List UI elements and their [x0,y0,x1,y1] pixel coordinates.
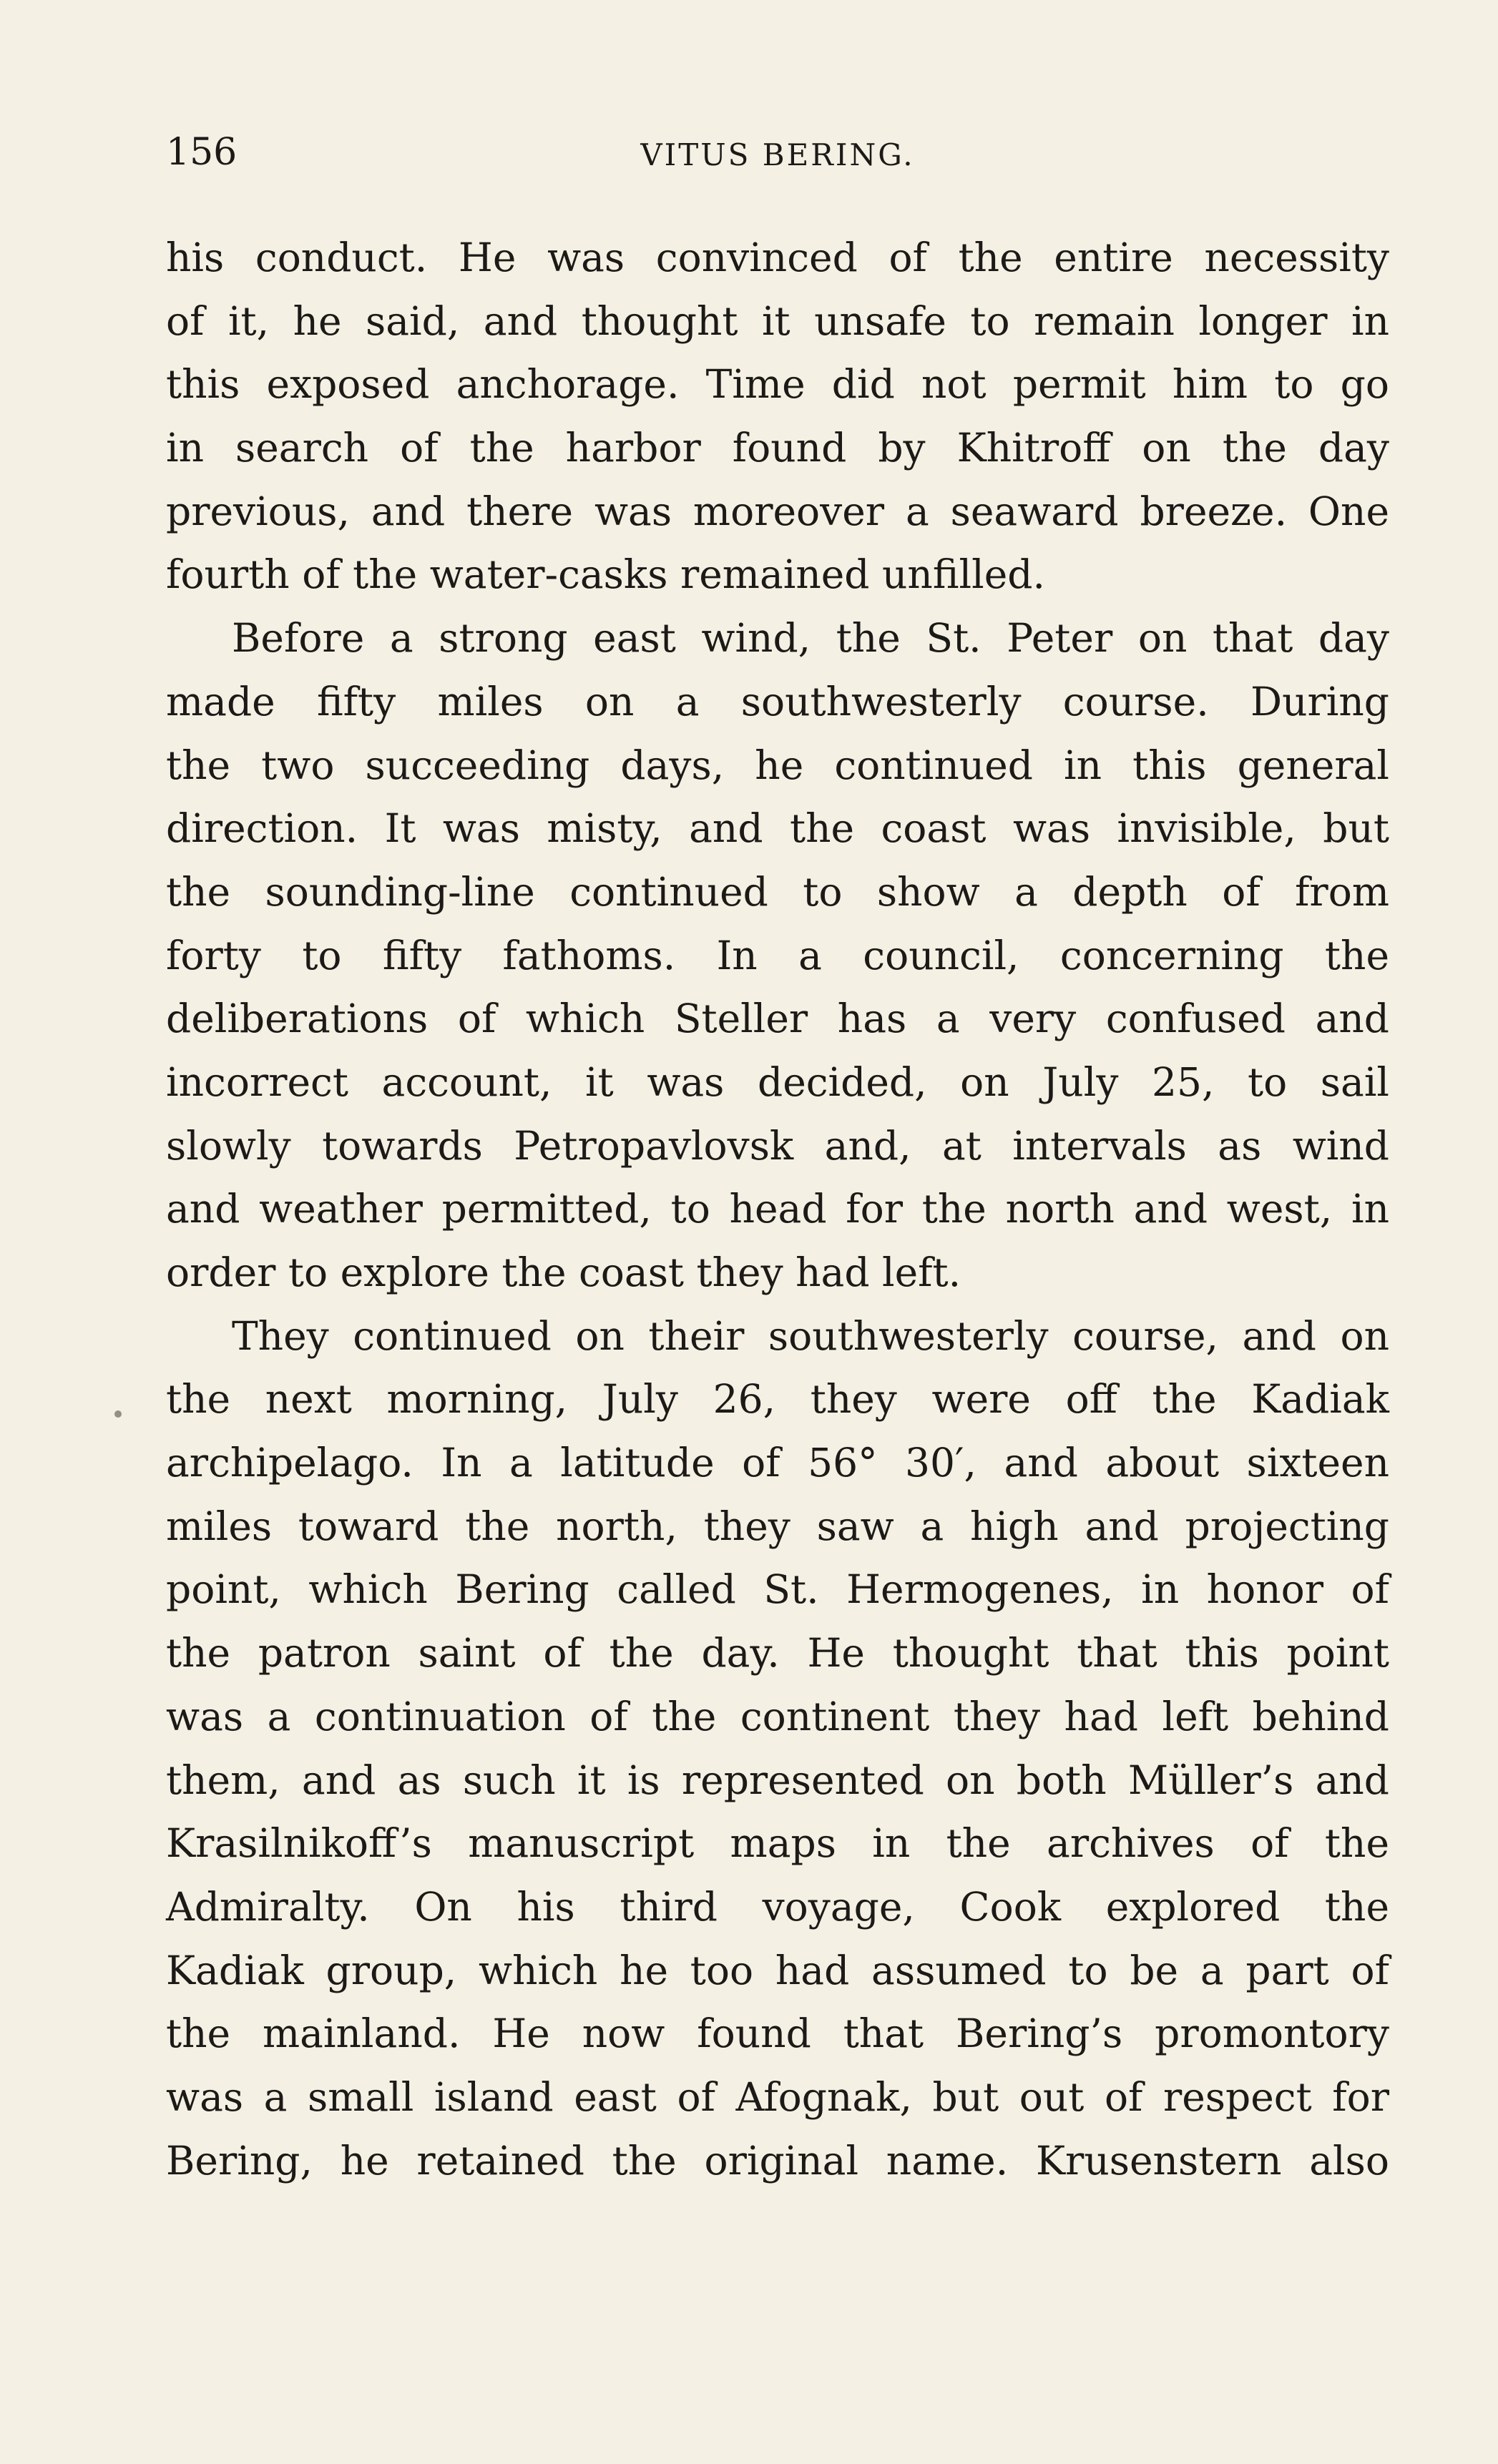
text-line: Before a strong east wind, the St. Peter on that day [232,615,1389,662]
text-line: deliberations of which Steller has a very confused and [166,996,1389,1042]
text-line: made fifty miles on a southwesterly course. During [166,678,1389,725]
text-line: Admiralty. On his third voyage, Cook explored the [166,1883,1389,1930]
text-line: previous, and there was moreover a seaward breeze. One [166,488,1389,534]
text-line: was a continuation of the continent they had left behind [166,1693,1389,1739]
text-line: direction. It was misty, and the coast was invisible, but [166,805,1389,852]
text-line: miles toward the north, they saw a high and projecting [166,1503,1389,1549]
text-line: incorrect account, it was decided, on July 25, to sail [166,1059,1389,1105]
text-line: Kadiak group, which he too had assumed to be a part of [166,1947,1389,1993]
text-line: his conduct. He was convinced of the entire necessity [166,235,1389,280]
text-line: was a small island east of Afognak, but out of respect for [166,2073,1389,2120]
text-line: They continued on their southwesterly course, and on [232,1312,1389,1359]
text-line: the mainland. He now found that Bering’s promontory [166,2011,1389,2057]
text-line: the next morning, July 26, they were off the Kadiak [166,1376,1389,1423]
text-line: Bering, he retained the original name. Krusenstern also [166,2137,1389,2184]
text-line: fourth of the water-casks remained unfilled. [166,551,1045,598]
text-line: of it, he said, and thought it unsafe to remain longer in [166,298,1389,344]
text-line: forty to fifty fathoms. In a council, concerning the [166,932,1389,978]
page-number: 156 [166,131,238,174]
text-line: Krasilnikoff’s manuscript maps in the archives of the [166,1820,1389,1867]
text-line: point, which Bering called St. Hermogenes, in honor of [166,1566,1389,1613]
body-text [166,226,1389,2192]
margin-speck [114,1410,122,1418]
text-line: the two succeeding days, he continued in this general [166,742,1389,788]
text-line: and weather permitted, to head for the north and west, in [166,1186,1389,1232]
text-line: archipelago. In a latitude of 56° 30′, and about sixteen [166,1440,1389,1486]
text-line: order to explore the coast they had left. [166,1250,961,1295]
text-line: the sounding-line continued to show a depth of from [166,868,1389,915]
running-title: VITUS BERING. [640,137,915,172]
text-line: slowly towards Petropavlovsk and, at intervals as wind [166,1122,1389,1169]
text-line: in search of the harbor found by Khitroff on the day [166,425,1389,471]
text-line: this exposed anchorage. Time did not permit him to go [166,361,1389,408]
text-line: them, and as such it is represented on both Müller’s and [166,1757,1389,1803]
text-line: the patron saint of the day. He thought that this point [166,1630,1389,1677]
running-head [166,127,1389,177]
